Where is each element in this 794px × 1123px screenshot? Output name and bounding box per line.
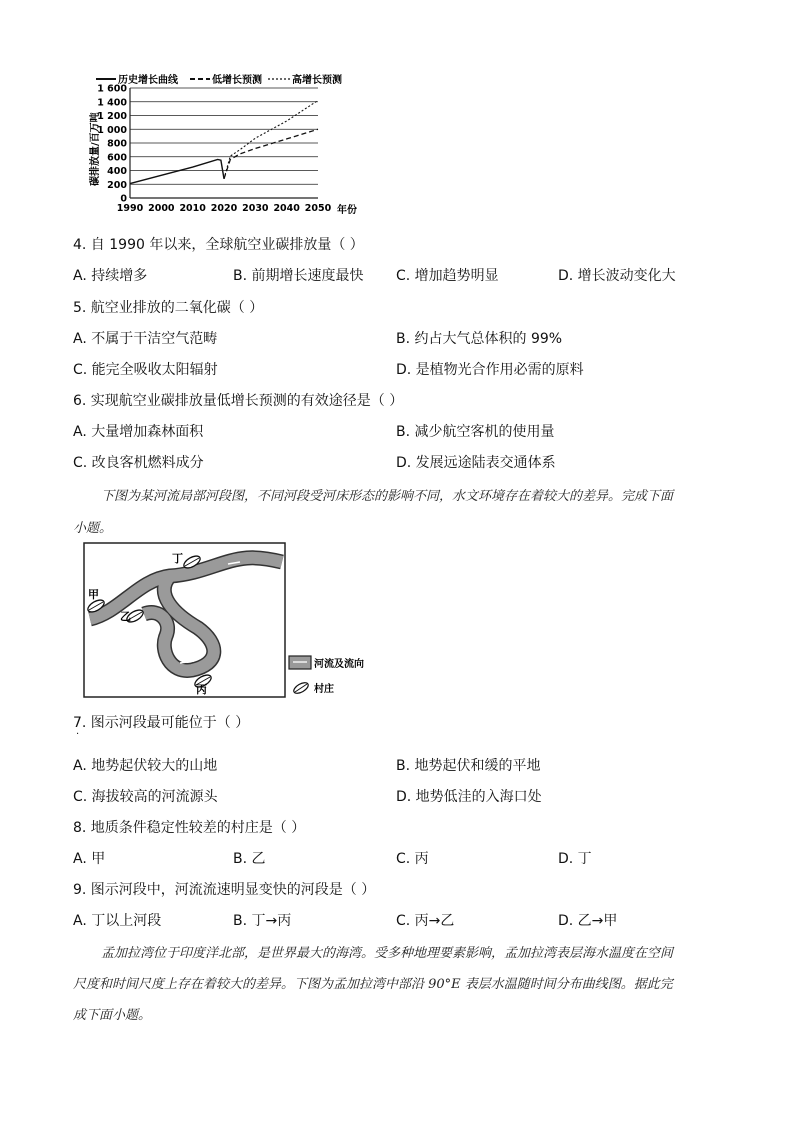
- y-tick-label: 1 200: [97, 111, 127, 122]
- stray-mark: ·: [76, 729, 80, 740]
- q4-option-c[interactable]: C. 增加趋势明显: [396, 268, 499, 284]
- bay-intro-line-1: 孟加拉湾位于印度洋北部，是世界最大的海湾。受多种地理要素影响，孟加拉湾表层海水温度在空间: [101, 946, 674, 961]
- x-tick-label: 2000: [148, 203, 175, 214]
- q4-option-b[interactable]: B. 前期增长速度最快: [233, 268, 364, 284]
- q4-option-a[interactable]: A. 持续增多: [73, 268, 148, 284]
- x-tick-label: 2010: [179, 203, 206, 214]
- y-tick-label: 1 000: [97, 124, 127, 136]
- legend-village-label: 村庄: [314, 684, 334, 695]
- y-tick-label: 0: [120, 193, 127, 205]
- label-jia: 甲: [88, 588, 99, 601]
- q8-option-d[interactable]: D. 丁: [558, 851, 592, 867]
- x-tick-label: 1990: [116, 203, 144, 214]
- x-tick-label: 2050: [304, 203, 332, 214]
- river-map: [80, 540, 380, 702]
- label-yi: 乙: [120, 610, 131, 623]
- legend-high-label: 高增长预测: [292, 75, 342, 86]
- river-intro-line-2: 小题。: [73, 521, 113, 536]
- legend-river-symbol: [289, 656, 311, 669]
- x-axis-label: 年份: [337, 205, 357, 216]
- x-tick-label: 2030: [242, 203, 269, 214]
- q7-option-a[interactable]: A. 地势起伏较大的山地: [73, 758, 218, 774]
- y-tick-label: 600: [107, 152, 127, 164]
- bay-intro-line-2: 尺度和时间尺度上存在着较大的差异。下图为孟加拉湾中部沿 90°E 表层水温随时间分布曲线图。据此完: [73, 977, 673, 992]
- question-7-stem: 7. 图示河段最可能位于（ ）: [73, 715, 250, 731]
- y-tick-label: 400: [107, 166, 127, 177]
- legend-history-label: 历史增长曲线: [118, 75, 178, 86]
- x-tick-label: 2020: [210, 203, 238, 214]
- question-4-stem: 4. 自 1990 年以来，全球航空业碳排放量（ ）: [73, 237, 364, 253]
- q6-option-c[interactable]: C. 改良客机燃料成分: [73, 455, 204, 471]
- legend-village-icon: [292, 681, 310, 696]
- label-bing: 丙: [196, 683, 207, 696]
- q8-option-a[interactable]: A. 甲: [73, 851, 106, 867]
- river-intro-line-1: 下图为某河流局部河段图，不同河段受河床形态的影响不同，水文环境存在着较大的差异。完成下面: [101, 489, 674, 504]
- y-tick-labels: [97, 84, 127, 205]
- series-high-forecast-line: [224, 100, 318, 178]
- q9-option-b[interactable]: B. 丁→丙: [233, 913, 292, 929]
- label-ding: 丁: [172, 552, 183, 565]
- y-tick-label: 1 400: [97, 97, 127, 109]
- series-low-forecast-line: [224, 129, 318, 179]
- question-6-stem: 6. 实现航空业碳排放量低增长预测的有效途径是（ ）: [73, 393, 404, 409]
- series-history-line: [130, 160, 224, 184]
- q5-option-c[interactable]: C. 能完全吸收太阳辐射: [73, 362, 218, 378]
- carbon-emission-chart: [86, 66, 366, 218]
- q7-option-d[interactable]: D. 地势低洼的入海口处: [396, 789, 542, 805]
- q9-option-a[interactable]: A. 丁以上河段: [73, 913, 162, 929]
- q8-option-c[interactable]: C. 丙: [396, 851, 429, 867]
- legend-river-label: 河流及流向: [314, 659, 364, 670]
- q6-option-a[interactable]: A. 大量增加森林面积: [73, 424, 204, 440]
- q7-option-b[interactable]: B. 地势起伏和缓的平地: [396, 758, 541, 774]
- q8-option-b[interactable]: B. 乙: [233, 851, 266, 867]
- q4-option-d[interactable]: D. 增长波动变化大: [558, 268, 676, 284]
- question-8-stem: 8. 地质条件稳定性较差的村庄是（ ）: [73, 820, 306, 836]
- x-tick-labels: [117, 203, 332, 214]
- q5-option-b[interactable]: B. 约占大气总体积的 99%: [396, 331, 563, 347]
- x-tick-label: 2040: [273, 203, 300, 214]
- y-tick-label: 1 600: [97, 83, 127, 95]
- q9-option-c[interactable]: C. 丙→乙: [396, 913, 455, 929]
- y-axis-label: 碳排放量/百万吨: [90, 112, 101, 186]
- chart-gridlines: [130, 88, 318, 198]
- q9-option-d[interactable]: D. 乙→甲: [558, 913, 618, 929]
- q7-option-c[interactable]: C. 海拔较高的河流源头: [73, 789, 218, 805]
- y-tick-label: 800: [107, 138, 127, 150]
- question-9-stem: 9. 图示河段中，河流流速明显变快的河段是（ ）: [73, 882, 376, 898]
- question-5-stem: 5. 航空业排放的二氧化碳（ ）: [73, 300, 264, 316]
- q5-option-d[interactable]: D. 是植物光合作用必需的原料: [396, 362, 584, 378]
- chart-series: [130, 100, 318, 183]
- q6-option-b[interactable]: B. 减少航空客机的使用量: [396, 424, 555, 440]
- chart-legend: [96, 73, 342, 86]
- q5-option-a[interactable]: A. 不属于干洁空气范畴: [73, 331, 218, 347]
- q6-option-d[interactable]: D. 发展远途陆表交通体系: [396, 455, 556, 471]
- y-tick-label: 200: [107, 179, 127, 191]
- bay-intro-line-3: 成下面小题。: [73, 1008, 152, 1023]
- legend-low-label: 低增长预测: [212, 75, 262, 86]
